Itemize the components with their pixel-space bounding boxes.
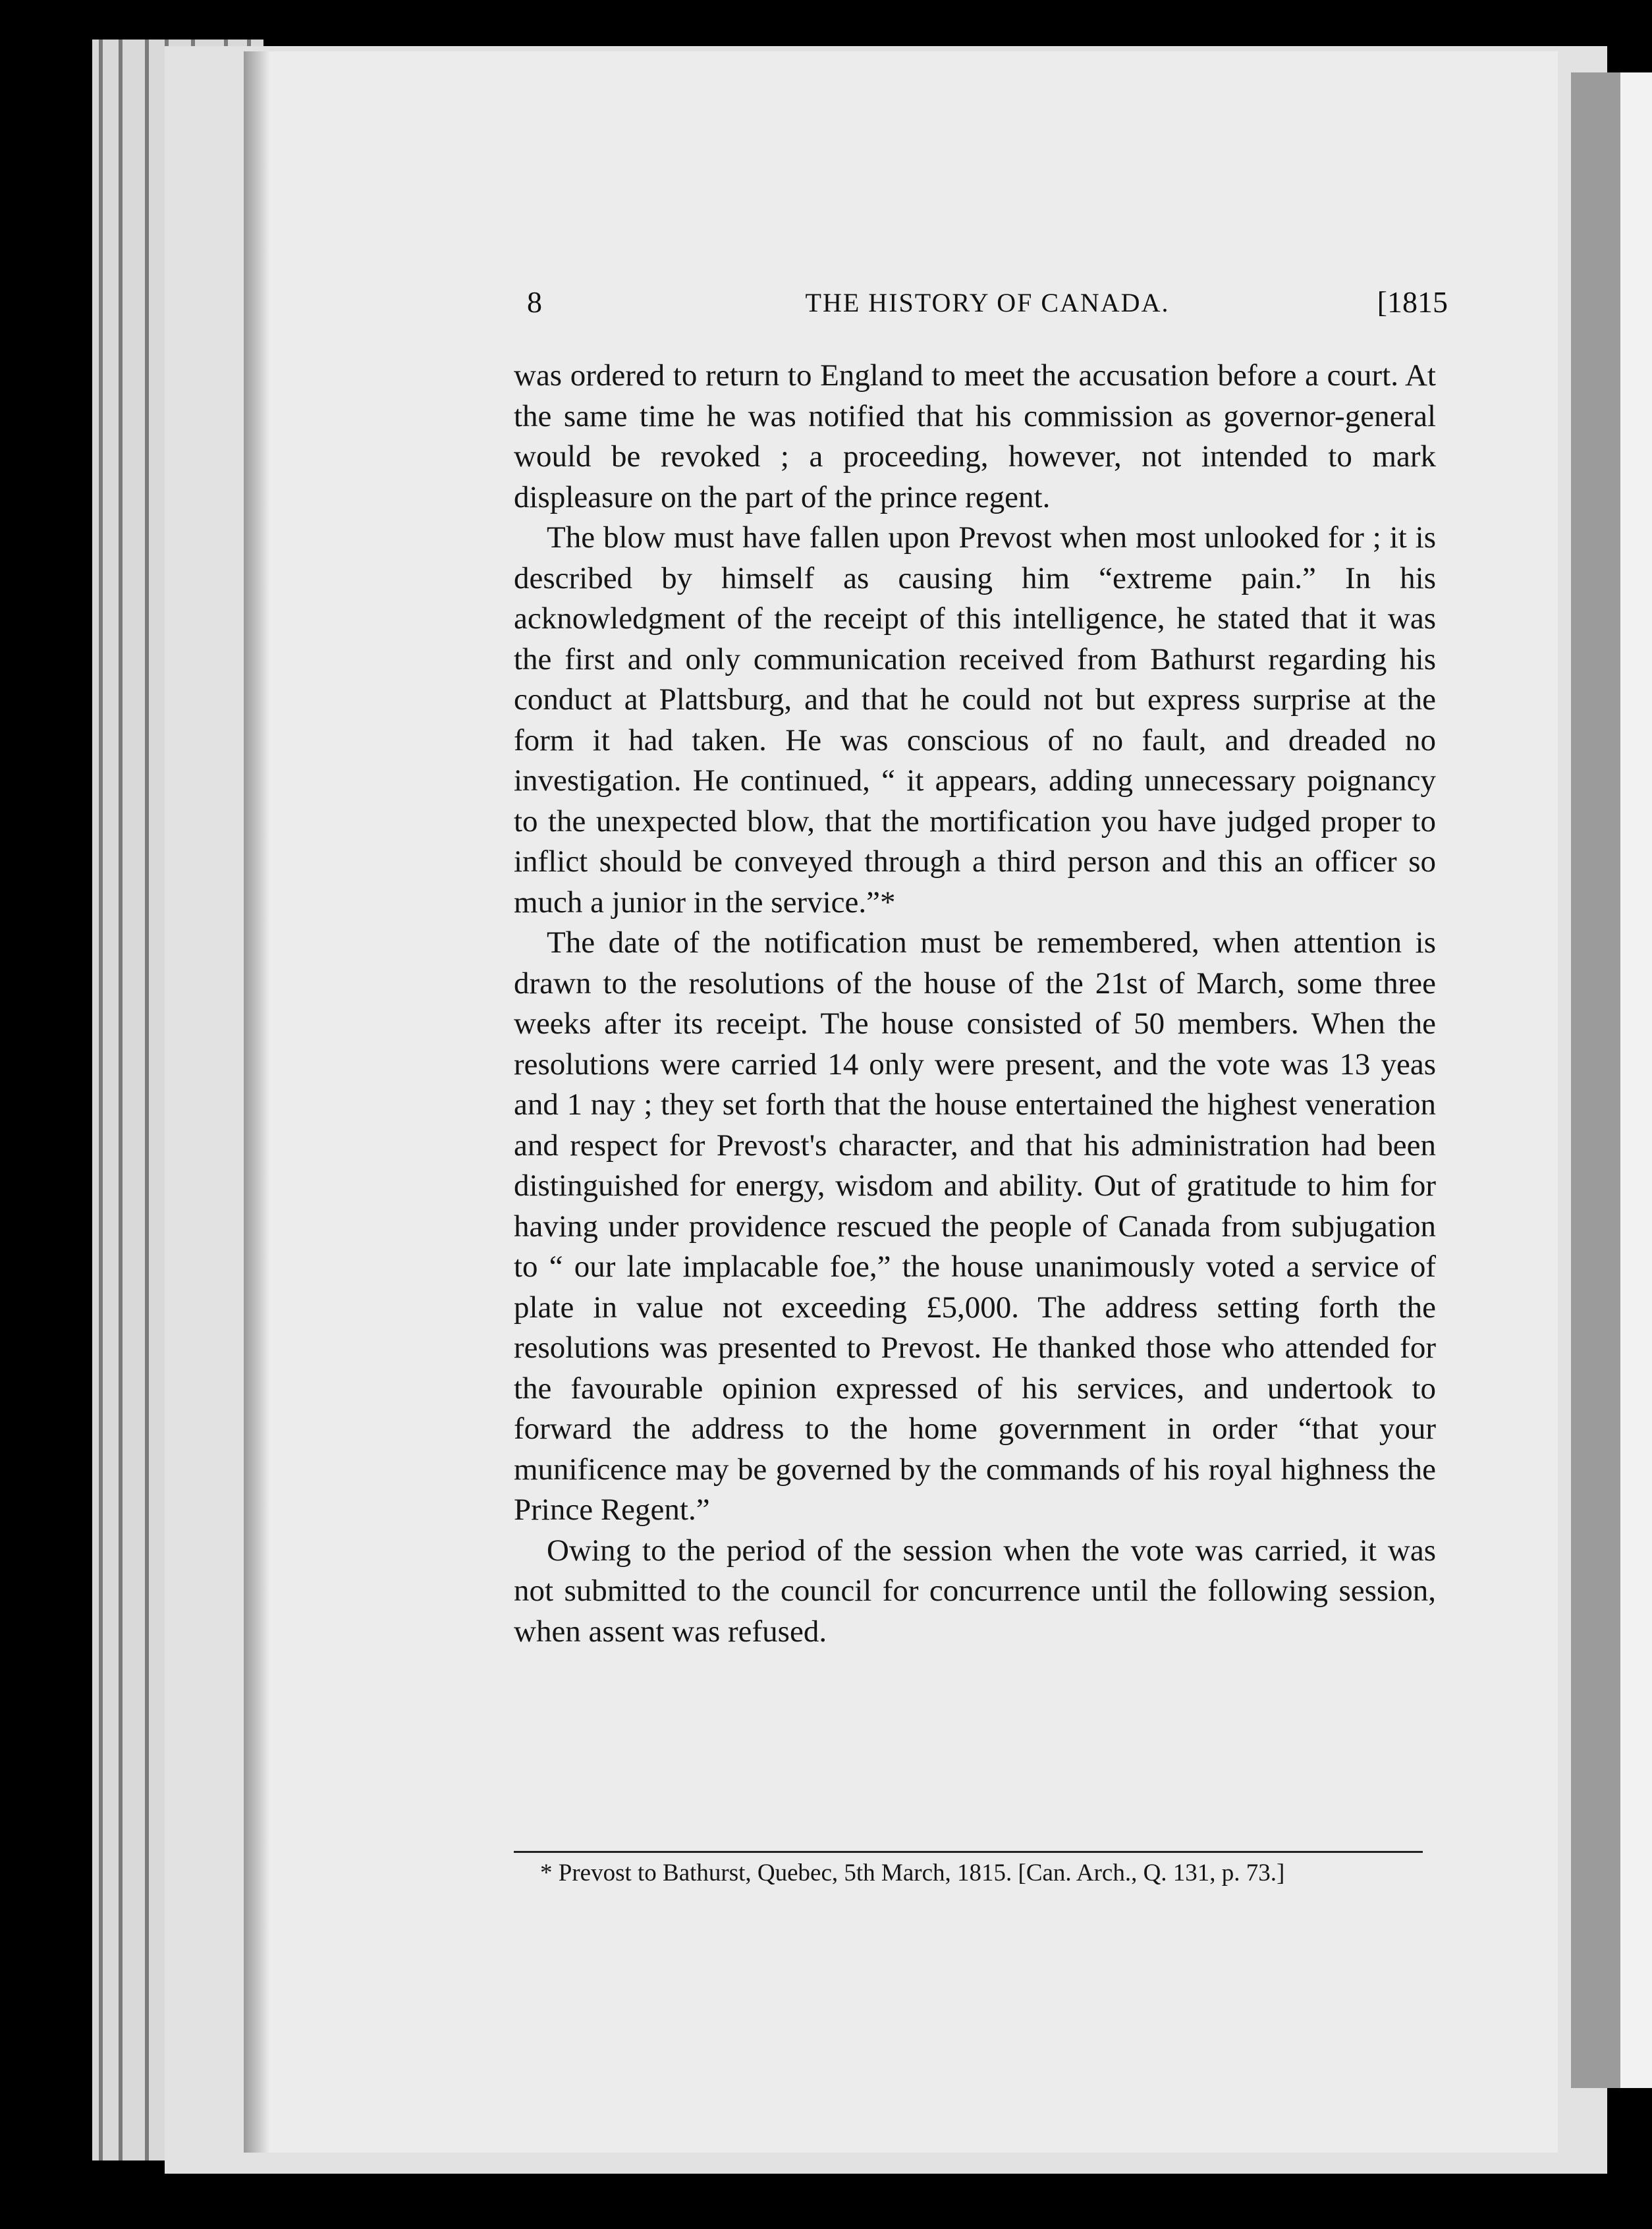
running-title: THE HISTORY OF CANADA. (805, 288, 1170, 317)
paragraph: The date of the notification must be remembered, when attention is drawn to the resolutions of the house of the 21st of March, some three weeks after its receipt. The house consisted of 50 members. When the resolutions were carried 14 only were present, and the vote was 13 yeas and 1 nay ; they set forth that the house entertained the highest veneration and respect for Prevost's character, and that his administration had been distinguished for energy, wisdom and ability. Out of gratitude to him for having under providence rescued the people of Canada from subjugation to “ our late implacable foe,” the house unanimously voted a service of plate in value not exceeding £5,000. The address setting forth the resolutions was presented to Prevost. He thanked those who attended for the favourable opinion expressed of his services, and undertook to forward the address to the home government in order “that your munificence may be governed by the commands of his royal highness the Prince Regent.” (514, 925, 1436, 1527)
body-text (514, 356, 1436, 1652)
paragraph: was ordered to return to England to meet the accusation before a court. At the same time he was notified that his commission as governor-general would be revoked ; a proceeding, however, not intended to mark displeasure on the part of the prince regent. (514, 358, 1436, 514)
paragraph: Owing to the period of the session when the vote was carried, it was not submitted to the council for concurrence until the following session, when assent was refused. (514, 1533, 1436, 1649)
running-head (527, 285, 1448, 331)
facing-page (1620, 72, 1652, 2088)
page-edge-line (119, 40, 123, 2160)
footnote: * Prevost to Bathurst, Quebec, 5th March, 1815. [Can. Arch., Q. 131, p. 73.] (540, 1859, 1285, 1886)
footnote-rule (514, 1851, 1423, 1853)
page-edge-line (99, 40, 103, 2160)
facing-page-edge (1571, 72, 1620, 2088)
page-number: 8 (527, 285, 542, 319)
gutter-shadow (244, 51, 270, 2153)
page-edge-line (145, 40, 149, 2160)
running-year: [1815 (1377, 285, 1448, 319)
paragraph: The blow must have fallen upon Prevost when most unlooked for ; it is described by himself as causing him “extreme pain.” In his acknowledgment of the receipt of this intelligence, he stated that it was the first and only communication received from Bathurst regarding his conduct at Plattsburg, and that he could not but express surprise at the form it had taken. He was conscious of no fault, and dreaded no investigation. He continued, “ it appears, adding unnecessary poignancy to the unexpected blow, that the mortification you have judged proper to inflict should be conveyed through a third person and this an officer so much a junior in the service.”* (514, 520, 1436, 920)
